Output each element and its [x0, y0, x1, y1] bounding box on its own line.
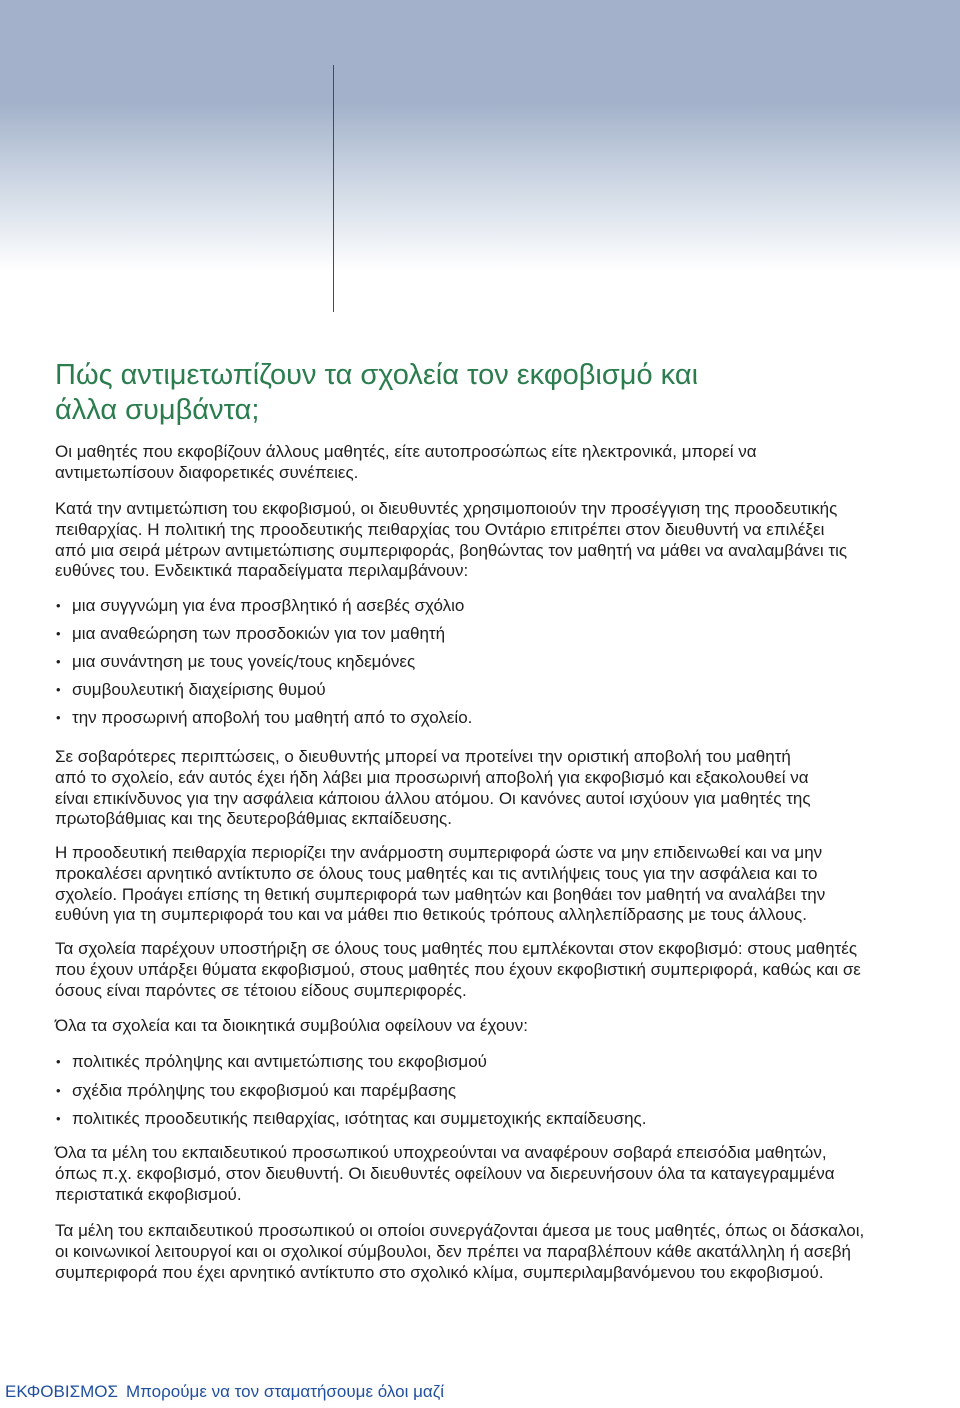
- list-item: [55, 1109, 646, 1138]
- text-line: σχολείο. Προάγει επίσης τη θετική συμπεριφορά των μαθητών και βοηθάει τον μαθητή να αναλάβει την: [55, 884, 826, 904]
- text-line: Κατά την αντιμετώπιση του εκφοβισμού, οι διευθυντές χρησιμοποιούν την προσέγγιση της προοδευτικής: [55, 499, 838, 518]
- text-line: από το σχολείο, εάν αυτός έχει ήδη λάβει μια προσωρινή αποβολή για εκφοβισμό και εξακολουθεί να: [55, 767, 809, 787]
- list-item-text: πολιτικές προοδευτικής πειθαρχίας, ισότητας και συμμετοχικής εκπαίδευσης.: [72, 1109, 647, 1128]
- text-line: αντιμετωπίσουν διαφορετικές συνέπειες.: [55, 462, 359, 482]
- text-line: συμπεριφορά που έχει αρνητικό αντίκτυπο στο σχολικό κλίμα, συμπεριλαμβανόμενου του εκφοβισμού.: [55, 1262, 824, 1282]
- list-item-text: την προσωρινή αποβολή του μαθητή από το σχολείο.: [72, 708, 473, 727]
- list-item: [55, 652, 472, 680]
- list-item-text: σχέδια πρόληψης του εκφοβισμού και παρέμβασης: [72, 1080, 457, 1100]
- text-line: είναι επικίνδυνος για την ασφάλεια κάποιου άλλου ατόμου. Οι κανόνες αυτοί ισχύουν για μαθητές της: [55, 788, 811, 808]
- text-line: Τα σχολεία παρέχουν υποστήριξη σε όλους τους μαθητές που εμπλέκονται στον εκφοβισμό: στους μαθητές: [55, 939, 858, 958]
- text-line: που έχουν υπάρξει θύματα εκφοβισμού, στους μαθητές που έχουν εκφοβιστική συμπεριφορά, καθώς και σε: [55, 959, 861, 979]
- list-item: [55, 624, 472, 652]
- list-item: [55, 1081, 646, 1110]
- page-title-line: άλλα συμβάντα;: [55, 394, 260, 426]
- list-item-text: συμβουλευτική διαχείρισης θυμού: [72, 680, 326, 699]
- paragraph-requirements-intro: [55, 1016, 528, 1037]
- bullet-icon: •: [56, 1111, 61, 1126]
- bullet-icon: •: [56, 626, 61, 641]
- bullet-icon: •: [56, 682, 61, 697]
- bullet-list-examples: [55, 596, 472, 736]
- bullet-icon: •: [56, 1054, 61, 1069]
- text-line: πρωτοβάθμιας και της δευτεροβάθμιας εκπαίδευσης.: [55, 809, 452, 829]
- text-line: Όλα τα μέλη του εκπαιδευτικού προσωπικού υποχρεούνται να αναφέρουν σοβαρά επεισόδια μαθητών,: [55, 1143, 827, 1162]
- footer-label: ΕΚΦΟΒΙΣΜΟΣ: [5, 1382, 118, 1401]
- list-item-text: μια αναθεώρηση των προσδοκιών για τον μαθητή: [72, 624, 446, 643]
- footer-tagline: Μπορούμε να τον σταματήσουμε όλοι μαζί: [126, 1382, 444, 1401]
- paragraph-expulsion: [55, 747, 811, 830]
- text-line: όπως π.χ. εκφοβισμό, στον διευθυντή. Οι διευθυντές οφείλουν να διερευνήσουν όλα τα καταγεγραμμένα: [55, 1163, 835, 1183]
- paragraph-staff-reporting: [55, 1143, 835, 1205]
- text-line: περιστατικά εκφοβισμού.: [55, 1184, 242, 1204]
- text-line: πειθαρχίας. Η πολιτική της προοδευτικής πειθαρχίας του Οντάριο επιτρέπει στον διευθυντή να επιλέξει: [55, 519, 825, 539]
- list-item-text: πολιτικές πρόληψης και αντιμετώπισης του εκφοβισμού: [72, 1052, 487, 1071]
- text-line: από μια σειρά μέτρων αντιμετώπισης συμπεριφοράς, βοηθώντας τον μαθητή να μάθει να αναλαμβάνει τις: [55, 540, 848, 560]
- paragraph-progressive-discipline: [55, 499, 847, 582]
- list-item-text: μια συγγνώμη για ένα προσβλητικό ή ασεβές σχόλιο: [72, 596, 465, 615]
- list-item: [55, 596, 472, 624]
- text-line: όσους είναι παρόντες σε τέτοιου είδους συμπεριφορές.: [55, 980, 467, 1000]
- text-line: οι κοινωνικοί λειτουργοί και οι σχολικοί σύμβουλοι, δεν πρέπει να παραβλέπουν κάθε ακατάλληλη ή ασεβή: [55, 1241, 852, 1261]
- text-line: προκαλέσει αρνητικό αντίκτυπο σε όλους τους μαθητές και τις αντιλήψεις τους για την ασφάλεια και το: [55, 863, 818, 883]
- list-item: [55, 708, 472, 736]
- bullet-icon: •: [56, 598, 61, 613]
- list-item-text: μια συνάντηση με τους γονείς/τους κηδεμόνες: [72, 652, 416, 671]
- header-band: [0, 0, 960, 272]
- list-item: [55, 680, 472, 708]
- paragraph-staff-response: [55, 1221, 864, 1283]
- text-line: Σε σοβαρότερες περιπτώσεις, ο διευθυντής μπορεί να προτείνει την οριστική αποβολή του μαθητή: [55, 747, 791, 766]
- paragraph-consequences: [55, 442, 757, 484]
- page-footer: [5, 1382, 444, 1402]
- divider-line: [333, 65, 334, 312]
- bullet-icon: •: [56, 1082, 61, 1098]
- bullet-list-requirements: [55, 1052, 646, 1138]
- text-line: Η προοδευτική πειθαρχία περιορίζει την ανάρμοστη συμπεριφορά ώστε να μην επιδεινωθεί και να μην: [55, 843, 823, 862]
- bullet-icon: •: [56, 710, 61, 725]
- text-line: Όλα τα σχολεία και τα διοικητικά συμβούλια οφείλουν να έχουν:: [55, 1016, 528, 1035]
- text-line: Οι μαθητές που εκφοβίζουν άλλους μαθητές, είτε αυτοπροσώπως είτε ηλεκτρονικά, μπορεί να: [55, 442, 757, 461]
- text-line: Τα μέλη του εκπαιδευτικού προσωπικού οι οποίοι συνεργάζονται άμεσα με τους μαθητές, όπως οι δάσκαλοι,: [55, 1221, 865, 1240]
- paragraph-support: [55, 939, 861, 1001]
- page-title-line: Πώς αντιμετωπίζουν τα σχολεία τον εκφοβισμό και: [55, 359, 699, 391]
- bullet-icon: •: [56, 654, 61, 669]
- paragraph-discipline-purpose: [55, 843, 825, 926]
- list-item: [55, 1052, 646, 1081]
- page-title: [55, 358, 698, 428]
- text-line: ευθύνες του. Ενδεικτικά παραδείγματα περιλαμβάνουν:: [55, 561, 469, 581]
- text-line: ευθύνη για τη συμπεριφορά του και να μάθει πιο θετικούς τρόπους αλληλεπίδρασης με τους άλλους.: [55, 905, 807, 925]
